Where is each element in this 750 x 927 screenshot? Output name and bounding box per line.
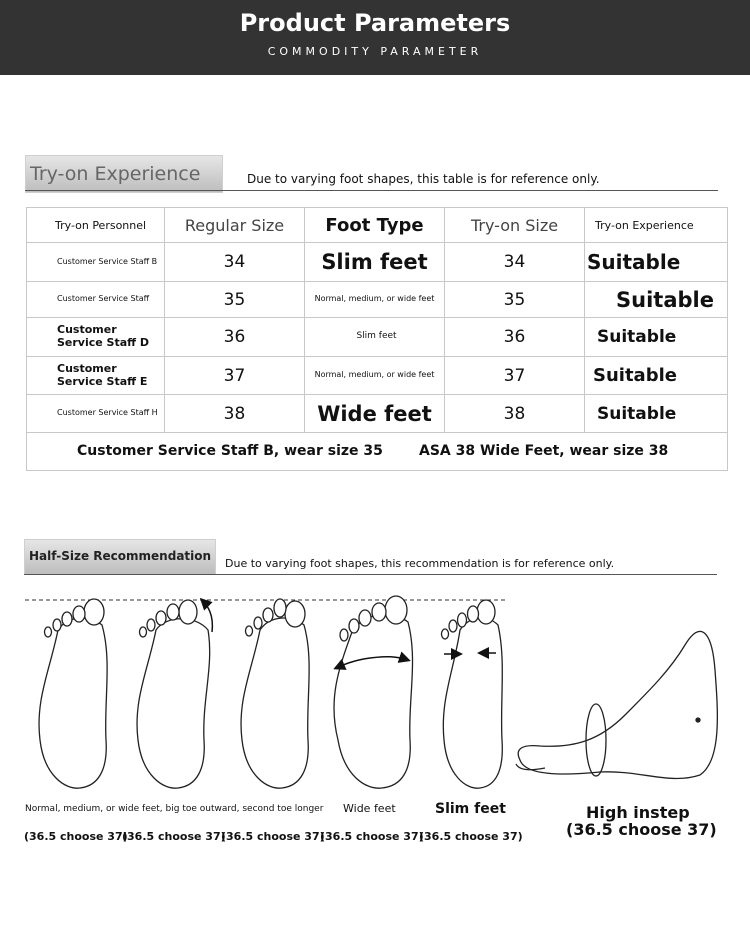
header-cell: Try-on Experience	[585, 208, 728, 243]
header-cell: Regular Size	[165, 208, 305, 243]
halfsize-tab-label: Half-Size Recommendation	[29, 549, 212, 563]
tryon-divider	[25, 190, 718, 191]
table-row	[27, 318, 728, 357]
regular-size-cell: 34	[165, 243, 305, 282]
tryon-note: Due to varying foot shapes, this table is for reference only.	[247, 172, 600, 186]
page-header	[0, 0, 750, 75]
tryon-size-cell: 35	[445, 282, 585, 318]
experience-cell: Suitable	[585, 357, 728, 395]
label-wide: Wide feet	[343, 802, 396, 815]
header-cell: Foot Type	[305, 208, 445, 243]
foot-type-cell: Normal, medium, or wide feet	[305, 282, 445, 318]
foot-type-cell: Wide feet	[305, 395, 445, 433]
choose-2: (36.5 choose 37)	[122, 830, 226, 843]
table-row	[27, 357, 728, 395]
person-cell: Customer Service Staff B	[27, 243, 165, 282]
table-row	[27, 395, 728, 433]
table-row	[27, 282, 728, 318]
choose-5: (36.5 choose 37)	[419, 830, 523, 843]
header-cell: Try-on Personnel	[27, 208, 165, 243]
tryon-size-cell: 37	[445, 357, 585, 395]
summary-left: Customer Service Staff B, wear size 35	[77, 443, 383, 459]
foot-bigtoe-outward-icon	[137, 600, 212, 788]
choose-4: (36.5 choose 37)	[320, 830, 424, 843]
foot-second-toe-longer-icon	[241, 599, 309, 788]
experience-cell: Suitable	[585, 318, 728, 357]
foot-type-cell: Slim feet	[305, 243, 445, 282]
tryon-size-cell: 34	[445, 243, 585, 282]
person-cell: Customer Service Staff E	[27, 357, 165, 395]
foot-illustrations	[0, 590, 750, 790]
foot-normal-icon	[39, 599, 107, 788]
regular-size-cell: 37	[165, 357, 305, 395]
foot-slim-icon	[442, 600, 503, 788]
choose-3: (36.5 choose 37)	[221, 830, 325, 843]
foot-wide-icon	[334, 596, 413, 788]
regular-size-cell: 35	[165, 282, 305, 318]
table-summary-row	[27, 433, 728, 471]
table-row	[27, 243, 728, 282]
experience-cell: Suitable	[585, 243, 728, 282]
halfsize-tab	[24, 539, 216, 575]
page-title: Product Parameters	[239, 9, 511, 37]
summary-cell	[27, 433, 728, 471]
halfsize-note: Due to varying foot shapes, this recommendation is for reference only.	[225, 557, 615, 570]
foot-type-cell: Normal, medium, or wide feet	[305, 357, 445, 395]
experience-cell: Suitable	[585, 395, 728, 433]
choose-1: (36.5 choose 37)	[24, 830, 128, 843]
halfsize-divider	[24, 574, 717, 575]
page-subtitle: COMMODITY PARAMETER	[267, 45, 483, 58]
tryon-size-cell: 38	[445, 395, 585, 433]
tryon-size-cell: 36	[445, 318, 585, 357]
table-header-row	[27, 208, 728, 243]
tryon-tab-label: Try-on Experience	[30, 163, 201, 185]
header-cell: Try-on Size	[445, 208, 585, 243]
label-normal: Normal, medium, or wide feet, big toe outward, second toe longer	[25, 804, 324, 814]
label-slim: Slim feet	[435, 801, 506, 817]
person-cell: Customer Service Staff D	[27, 318, 165, 357]
regular-size-cell: 38	[165, 395, 305, 433]
person-cell: Customer Service Staff	[27, 282, 165, 318]
person-cell: Customer Service Staff H	[27, 395, 165, 433]
foot-type-cell: Slim feet	[305, 318, 445, 357]
experience-cell: Suitable	[585, 282, 728, 318]
summary-right: ASA 38 Wide Feet, wear size 38	[419, 443, 669, 459]
label-high-instep: High instep	[586, 803, 690, 822]
tryon-table	[26, 207, 728, 471]
label-high-instep-choose: (36.5 choose 37)	[566, 820, 717, 839]
regular-size-cell: 36	[165, 318, 305, 357]
tryon-tab	[25, 155, 223, 193]
foot-high-instep-icon	[516, 631, 717, 778]
